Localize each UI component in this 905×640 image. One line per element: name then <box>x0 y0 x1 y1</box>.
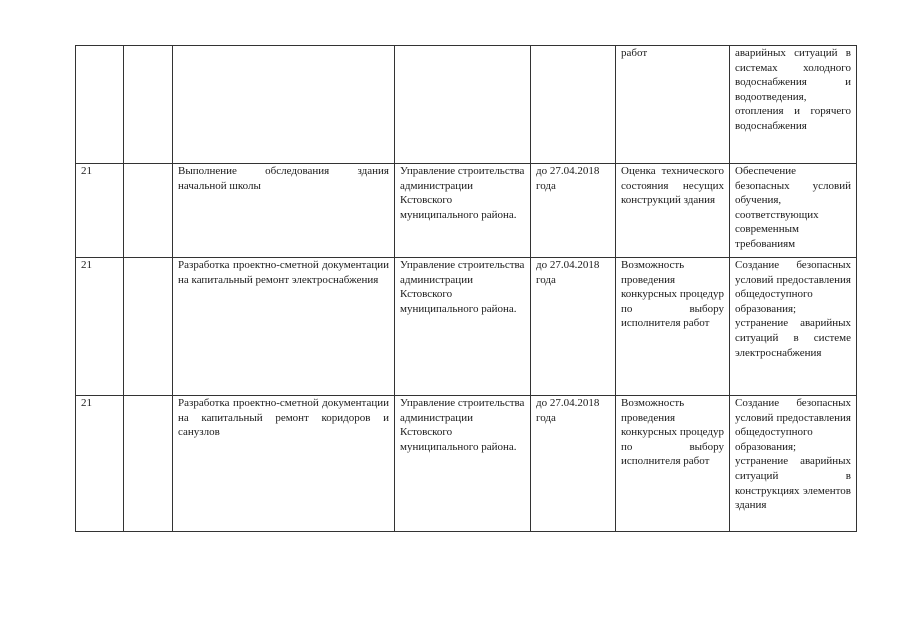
cell-executor: Управление строительства администрации Кстовского муниципального района. <box>395 396 531 532</box>
activities-table <box>75 45 857 532</box>
table-row <box>76 164 857 258</box>
cell-goal: Обеспечение безопасных условий обучения, соответствующих современным требованиям <box>730 164 857 258</box>
cell-number: 21 <box>76 396 124 532</box>
table-row <box>76 46 857 164</box>
cell-result: Возможность проведения конкурсных процедур по выбору исполнителя работ <box>616 258 730 396</box>
cell-result: работ <box>616 46 730 164</box>
cell-work: Разработка проектно-сметной документации на капитальный ремонт коридоров и санузлов <box>173 396 395 532</box>
cell-result: Оценка технического состояния несущих конструкций здания <box>616 164 730 258</box>
cell-work <box>173 46 395 164</box>
cell-deadline <box>531 46 616 164</box>
cell-goal: аварийных ситуаций в системах холодного водоснабжения и водоотведения, отопления и горячего водоснабжения <box>730 46 857 164</box>
cell-goal: Создание безопасных условий предоставления общедоступного образования; устранение аварийных ситуаций в системе электроснабжения <box>730 258 857 396</box>
cell-empty <box>124 164 173 258</box>
cell-executor: Управление строительства администрации Кстовского муниципального района. <box>395 258 531 396</box>
cell-goal: Создание безопасных условий предоставления общедоступного образования; устранение аварийных ситуаций в конструкциях элементов здания <box>730 396 857 532</box>
cell-number <box>76 46 124 164</box>
cell-deadline: до 27.04.2018 года <box>531 258 616 396</box>
table-row <box>76 396 857 532</box>
cell-empty <box>124 258 173 396</box>
cell-executor <box>395 46 531 164</box>
cell-empty <box>124 46 173 164</box>
cell-work: Выполнение обследования здания начальной школы <box>173 164 395 258</box>
cell-work: Разработка проектно-сметной документации на капитальный ремонт электроснабжения <box>173 258 395 396</box>
cell-deadline: до 27.04.2018 года <box>531 164 616 258</box>
cell-number: 21 <box>76 164 124 258</box>
cell-result: Возможность проведения конкурсных процедур по выбору исполнителя работ <box>616 396 730 532</box>
cell-number: 21 <box>76 258 124 396</box>
cell-executor: Управление строительства администрации Кстовского муниципального района. <box>395 164 531 258</box>
cell-empty <box>124 396 173 532</box>
cell-deadline: до 27.04.2018 года <box>531 396 616 532</box>
table-row <box>76 258 857 396</box>
